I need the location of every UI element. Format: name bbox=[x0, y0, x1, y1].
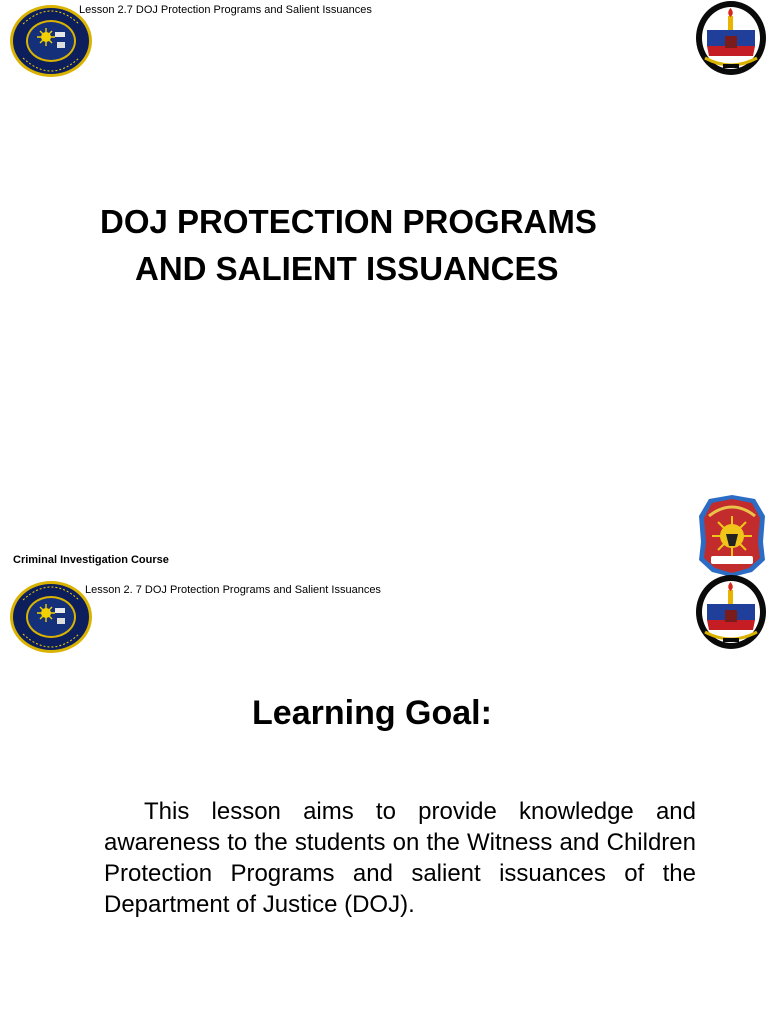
pnp-badge-icon bbox=[697, 494, 767, 578]
slide-header: Lesson 2.7 DOJ Protection Programs and Salient Issuances bbox=[79, 4, 372, 16]
course-label: Criminal Investigation Course bbox=[13, 554, 169, 566]
slide-title bbox=[0, 198, 768, 292]
title-line-2: AND SALIENT ISSUANCES bbox=[135, 250, 559, 287]
slide-2 bbox=[0, 578, 768, 1024]
title-line-1: DOJ PROTECTION PROGRAMS bbox=[100, 203, 597, 240]
slide-header: Lesson 2. 7 DOJ Protection Programs and Salient Issuances bbox=[85, 584, 381, 596]
school-seal-icon bbox=[695, 0, 767, 76]
school-seal-icon bbox=[695, 574, 767, 650]
cidg-seal-icon bbox=[9, 580, 93, 654]
learning-goal-text: This lesson aims to provide knowledge and awareness to the students on the Witness and Children Protection Programs and salient issuances of the Department of Justice (DOJ). bbox=[104, 798, 696, 918]
learning-goal-heading: Learning Goal: bbox=[252, 694, 492, 732]
